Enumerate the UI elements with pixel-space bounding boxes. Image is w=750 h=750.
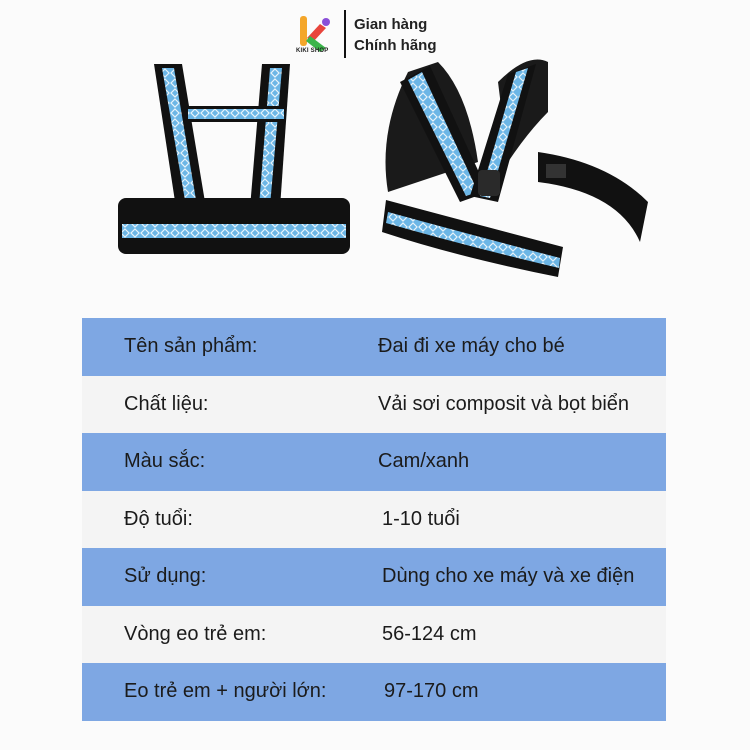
harness-flat-image [110, 58, 360, 268]
table-row [82, 433, 666, 491]
spec-label: Chất liệu: [124, 392, 209, 415]
spec-label: Eo trẻ em + người lớn: [124, 680, 327, 703]
table-row [82, 548, 666, 606]
spec-value: Dùng cho xe máy và xe điện [382, 565, 635, 588]
table-row [82, 606, 666, 664]
brand-line-1: Gian hàng [354, 16, 428, 33]
spec-label: Độ tuổi: [124, 507, 193, 530]
table-row [82, 318, 666, 376]
harness-worn-image [378, 52, 668, 277]
spec-value: 56-124 cm [382, 622, 477, 645]
table-row [82, 376, 666, 434]
header-divider [344, 10, 346, 58]
spec-value: Đai đi xe máy cho bé [378, 335, 565, 358]
logo-text: KIKI SHOP [296, 48, 329, 54]
brand-line-2: Chính hãng [354, 37, 437, 54]
spec-label: Vòng eo trẻ em: [124, 622, 267, 645]
spec-table [82, 318, 666, 721]
spec-value: Vải sơi composit và bọt biển [378, 392, 630, 415]
spec-label: Màu sắc: [124, 450, 206, 473]
spec-value: Cam/xanh [378, 450, 470, 473]
spec-label: Sử dụng: [124, 565, 207, 588]
spec-label: Tên sản phẩm: [124, 335, 258, 358]
table-row [82, 491, 666, 549]
spec-value: 97-170 cm [384, 680, 479, 703]
table-row [82, 663, 666, 721]
spec-value: 1-10 tuổi [382, 507, 460, 530]
